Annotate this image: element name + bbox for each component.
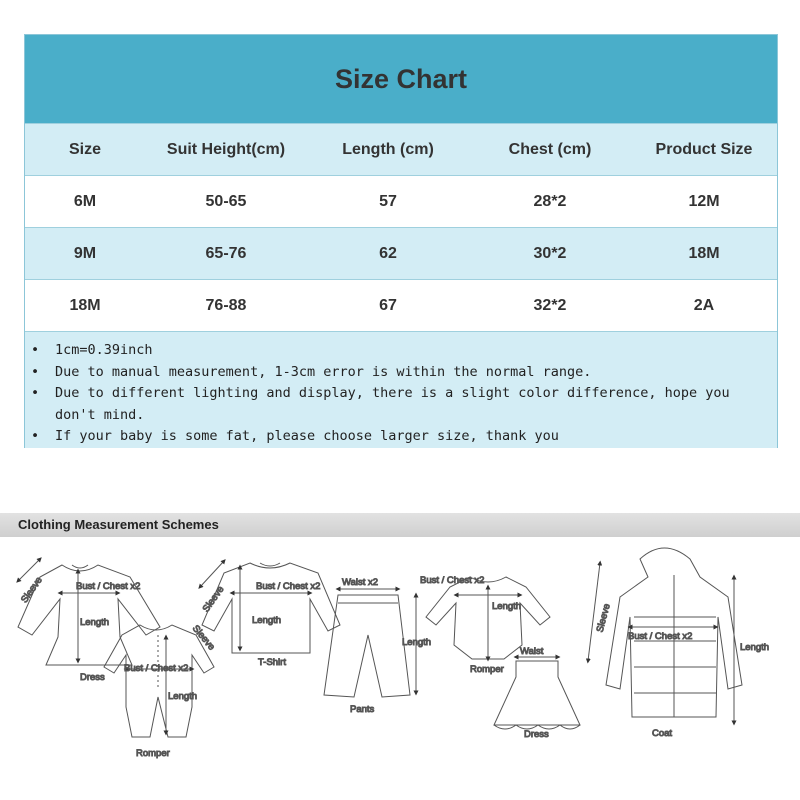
tshirt-sleeve-label: Sleeve <box>200 584 227 615</box>
note-item: • If your baby is some fat, please choose larger size, thank you <box>55 426 777 448</box>
coat-name-label: Coat <box>652 728 673 739</box>
note-item: • Due to manual measurement, 1-3cm error is within the normal range. <box>55 362 777 384</box>
bodysuit-bust-label: Bust / Chest x2 <box>420 575 485 586</box>
cell-chest: 32*2 <box>533 296 567 314</box>
header-product-size: Product Size <box>655 140 753 158</box>
cell-length: 62 <box>379 244 397 262</box>
scheme-title-bar <box>0 513 800 537</box>
cell-suit-height: 50-65 <box>205 192 247 210</box>
romper-length-label: Length <box>168 691 198 702</box>
dress-diagram <box>18 559 160 665</box>
coat-length-label: Length <box>740 642 770 653</box>
dress-length-label: Length <box>80 617 110 628</box>
cell-suit-height: 65-76 <box>205 244 247 262</box>
chart-title: Size Chart <box>25 35 777 123</box>
bodysuit-length-label: Length <box>492 601 522 612</box>
tshirt-bust-label: Bust / Chest x2 <box>256 581 321 592</box>
coat-sleeve-label: Sleeve <box>594 602 613 634</box>
table-row <box>25 227 777 279</box>
cell-size: 18M <box>69 296 101 314</box>
cell-product-size: 2A <box>693 296 715 314</box>
cell-length: 57 <box>379 192 397 210</box>
header-size: Size <box>68 140 101 158</box>
bodysuit-name-label: Romper <box>470 664 504 675</box>
cell-size: 9M <box>73 244 97 262</box>
cell-product-size: 18M <box>688 244 720 262</box>
note-item: • 1cm=0.39inch <box>55 340 777 362</box>
pants-length-label: Length <box>402 637 432 648</box>
cell-suit-height: 76-88 <box>205 296 247 314</box>
cell-size: 6M <box>73 192 97 210</box>
scheme-title: Clothing Measurement Schemes <box>18 517 219 532</box>
dress-name-label: Dress <box>80 672 105 683</box>
cell-chest: 28*2 <box>533 192 567 210</box>
table-header-row <box>25 123 777 175</box>
dress-bust-label: Bust / Chest x2 <box>76 581 141 592</box>
romper-name-label: Romper <box>136 748 170 759</box>
pants-waist-label: Waist x2 <box>342 577 379 588</box>
table-row <box>25 279 777 331</box>
header-length: Length (cm) <box>342 140 434 158</box>
table-row <box>25 175 777 227</box>
notes-section <box>25 331 777 448</box>
cell-length: 67 <box>379 296 397 314</box>
pants-name-label: Pants <box>350 704 375 715</box>
romper-sleeve-label: Sleeve <box>189 623 217 653</box>
cell-chest: 30*2 <box>533 244 567 262</box>
tshirt-length-label: Length <box>252 615 282 626</box>
header-suit-height: Suit Height(cm) <box>166 140 286 158</box>
tutu-waist-label: Waist <box>520 646 544 657</box>
note-item: • Due to different lighting and display, there is a slight color difference, hope you don't mind. <box>55 383 777 426</box>
tshirt-name-label: T-Shirt <box>258 657 286 668</box>
measurement-diagrams <box>0 537 800 800</box>
cell-product-size: 12M <box>688 192 720 210</box>
tutu-name-label: Dress <box>524 729 549 740</box>
coat-bust-label: Bust / Chest x2 <box>628 631 693 642</box>
header-chest: Chest (cm) <box>508 140 592 158</box>
tshirt-diagram <box>200 561 340 653</box>
tutu-dress-diagram <box>494 657 580 729</box>
romper-diagram <box>104 625 214 737</box>
size-chart <box>24 34 778 448</box>
dress-sleeve-label: Sleeve <box>19 575 45 606</box>
romper-bust-label: Bust / Chest x2 <box>124 663 189 674</box>
